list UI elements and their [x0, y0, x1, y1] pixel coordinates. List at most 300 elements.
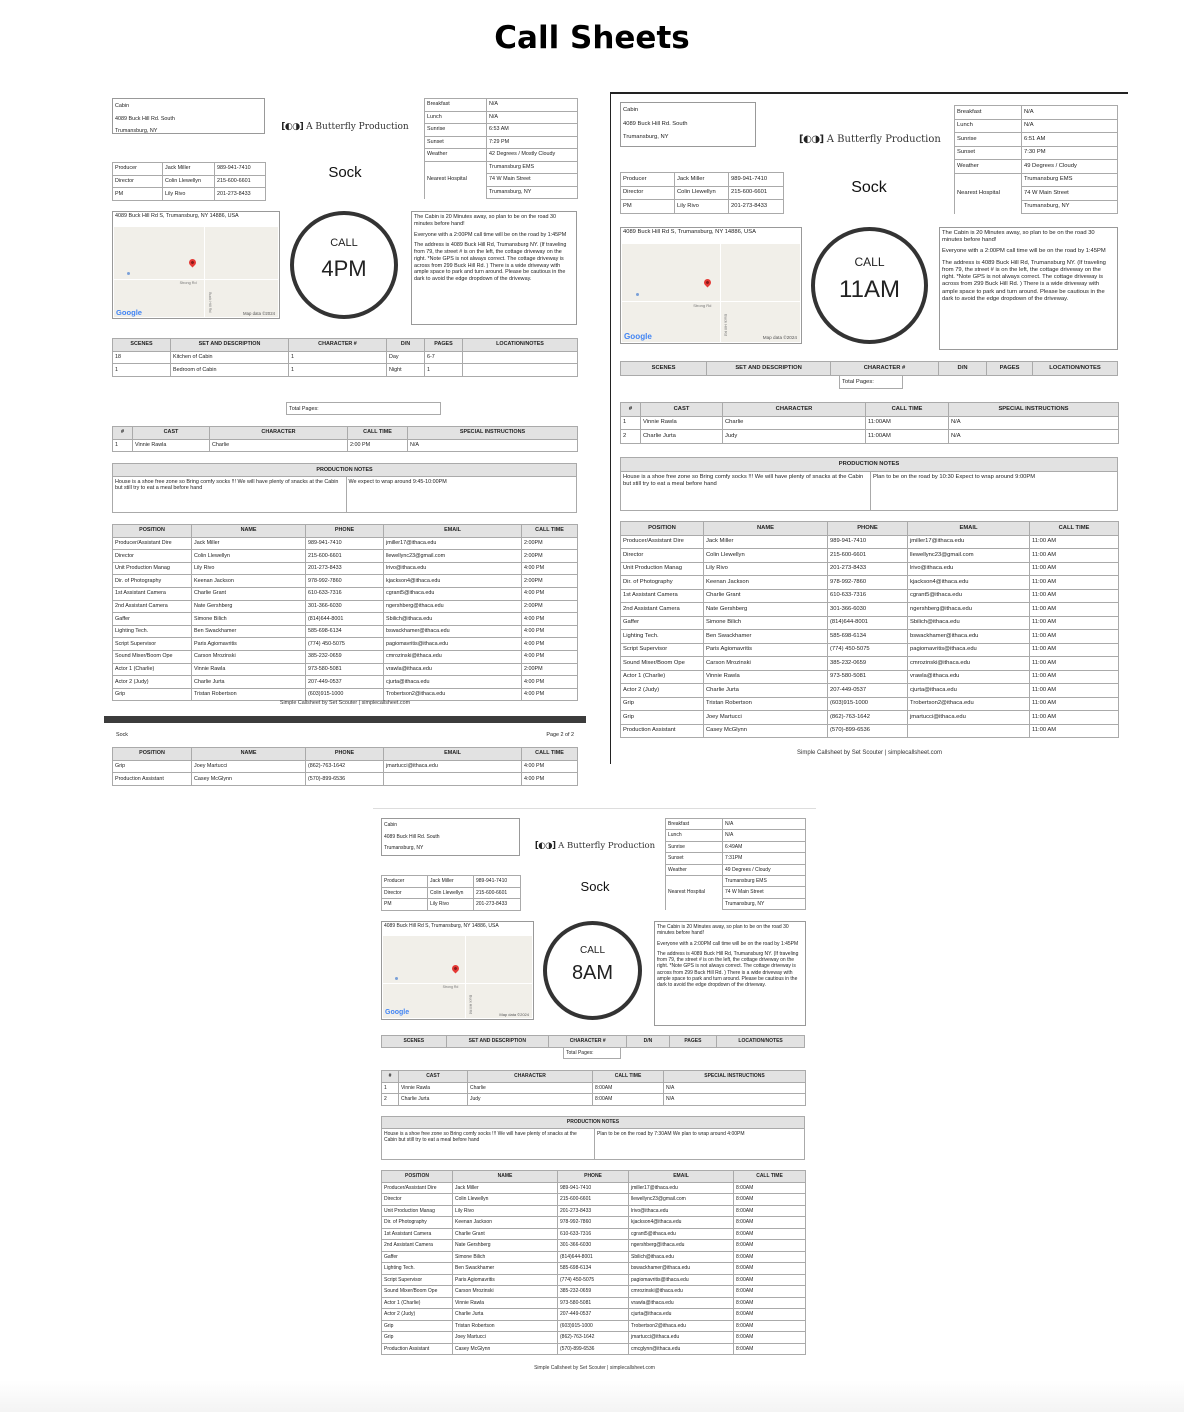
table-cell: (814)644-8001 [558, 1251, 629, 1263]
note-paragraph: The Cabin is 20 Minutes away, so plan to be on the road 30 minutes before hand! [942, 230, 1095, 244]
table-cell: 301-366-6030 [306, 600, 384, 613]
table-cell: 6:53 AM [487, 124, 578, 137]
table-row [382, 1217, 806, 1229]
map-road-label: Strong Rd [693, 302, 712, 308]
table-cell: N/A [664, 1094, 806, 1106]
table-cell: Dir. of Photography [382, 1217, 453, 1229]
column-header: LOCATION/NOTES [463, 339, 578, 352]
table-cell: 989-941-7410 [306, 537, 384, 550]
table-cell: kjackson4@ithaca.edu [384, 575, 522, 588]
table-cell: 2:00PM [522, 575, 578, 588]
table-row [382, 876, 521, 888]
location-line: Trumansburg, NY [623, 134, 669, 140]
column-header: PHONE [828, 522, 908, 536]
table-cell: 610-633-7316 [306, 587, 384, 600]
table-cell: 610-633-7316 [828, 589, 908, 603]
table-row [382, 1240, 806, 1252]
production-notes [620, 457, 1118, 511]
table-cell: 2nd Assistant Camera [382, 1240, 453, 1252]
table-row [113, 439, 578, 452]
note-paragraph: The address is 4089 Buck Hill Rd, Trumansburg NY. (If traveling from 79, the street # is on the left, the cottage driveway on the right. *Note GPS is not always correct. The cottage driveway is across from 299 Buck Hill Rd. ) There is a wide driveway with ample space to park and turn around. Please be cautious in the dark to avoid the edge dropdown of the driveway. [942, 259, 1106, 302]
column-header: SCENES [621, 362, 707, 376]
table-cell: 1st Assistant Camera [113, 587, 192, 600]
column-header: POSITION [621, 522, 704, 536]
table-cell: Lunch [666, 830, 723, 841]
cast-table [620, 402, 1119, 444]
table-cell: Jack Miller [704, 535, 828, 549]
table-cell: 11:00 AM [1030, 630, 1119, 644]
map-address: 4089 Buck Hill Rd S, Trumansburg, NY 14886, USA [623, 229, 756, 235]
bottom-fade [0, 1380, 1184, 1412]
table-cell: ngershberg@ithaca.edu [908, 603, 1030, 617]
table-cell: Trobertson2@ithaca.edu [384, 688, 522, 701]
table-cell: Lily Rivo [453, 1205, 558, 1217]
map-road [465, 936, 466, 1019]
table-cell: 11:00 AM [1030, 724, 1119, 738]
call-sheet-11am [610, 92, 1128, 764]
table-cell: Carson Mrozinski [704, 657, 828, 671]
table-cell: 4:00 PM [522, 638, 578, 651]
table-cell [666, 898, 723, 909]
table-cell: jmiller17@ithaca.edu [384, 537, 522, 550]
table-cell: Nearest Hospital [666, 887, 723, 898]
google-logo: Google [624, 331, 652, 341]
table-cell: Unit Production Manag [621, 562, 704, 576]
table-row [113, 550, 578, 563]
scenes-table [620, 361, 1118, 376]
table-cell [425, 186, 487, 199]
table-row [382, 1182, 806, 1194]
table-cell: N/A [664, 1082, 806, 1094]
call-time-circle [811, 227, 928, 344]
table-cell: 11:00AM [866, 430, 949, 444]
table-cell: 49 Degrees / Cloudy [723, 864, 806, 875]
table-cell: 2:00PM [522, 550, 578, 563]
table-cell: Gaffer [382, 1251, 453, 1263]
table-cell [463, 364, 578, 377]
table-cell: Jack Miller [453, 1182, 558, 1194]
map-dot-icon [395, 977, 398, 980]
table-row [113, 587, 578, 600]
column-header: NAME [192, 748, 306, 761]
table-cell: Ben Swackhamer [453, 1263, 558, 1275]
table-cell: vrawla@ithaca.edu [629, 1297, 734, 1309]
column-header: CAST [641, 403, 723, 417]
table-cell: Vinnie Rawla [704, 670, 828, 684]
production-notes-left: House is a shoe free zone so Bring comfy socks !!! We will have plenty of snacks at the Cabin but still try to eat a meal before hand [623, 473, 864, 487]
table-cell: (774) 450-5075 [558, 1274, 629, 1286]
table-row [621, 589, 1119, 603]
table-cell: PM [382, 899, 428, 911]
table-cell: Trumansburg EMS [723, 875, 806, 886]
map-image [114, 227, 278, 317]
table-cell: Sunrise [666, 841, 723, 852]
table-row [425, 136, 578, 149]
table-cell: pagiomavritis@ithaca.edu [908, 643, 1030, 657]
table-row [621, 576, 1119, 590]
table-cell: 201-273-8433 [306, 562, 384, 575]
column-header: NAME [704, 522, 828, 536]
table-cell: 2 [382, 1094, 399, 1106]
notes-divider [870, 472, 871, 511]
table-cell: Production Assistant [621, 724, 704, 738]
table-row [955, 146, 1118, 160]
column-header: CALL TIME [1030, 522, 1119, 536]
table-cell: 8:00AM [734, 1297, 806, 1309]
table-cell: Script Supervisor [382, 1274, 453, 1286]
table-cell: Sunset [666, 853, 723, 864]
table-cell: Gaffer [113, 613, 192, 626]
table-row [382, 1228, 806, 1240]
table-row [621, 173, 784, 187]
table-row [621, 430, 1119, 444]
table-cell: Judy [723, 430, 866, 444]
table-row [382, 887, 521, 899]
map-image [383, 936, 532, 1019]
column-header: CALL TIME [593, 1071, 664, 1083]
table-cell: N/A [949, 430, 1119, 444]
production-title: Sock [580, 879, 610, 894]
table-cell: Nate Gershberg [453, 1240, 558, 1252]
crew-table [381, 1170, 806, 1355]
table-cell: PM [621, 200, 675, 214]
table-cell: 385-232-0659 [828, 657, 908, 671]
butterfly-icon: [◐◑] [799, 134, 824, 145]
crew-table-page2 [112, 747, 578, 786]
table-cell: 49 Degrees / Cloudy [1022, 160, 1118, 174]
table-cell: Lunch [955, 119, 1022, 133]
table-cell: Actor 2 (Judy) [382, 1309, 453, 1321]
table-cell: ngershberg@ithaca.edu [384, 600, 522, 613]
table-cell: Vinnie Rawla [453, 1297, 558, 1309]
column-header: POSITION [113, 525, 192, 538]
table-cell: 8:00AM [734, 1194, 806, 1206]
table-row [621, 616, 1119, 630]
table-cell: llewellync23@gmail.com [629, 1194, 734, 1206]
table-cell: 11:00 AM [1030, 711, 1119, 725]
table-cell [955, 173, 1022, 187]
table-cell: 215-600-6601 [729, 186, 784, 200]
table-cell: llewellync23@gmail.com [908, 549, 1030, 563]
table-row [955, 119, 1118, 133]
table-cell: 4:00 PM [522, 650, 578, 663]
map-road-label: Buck Hill Rd [468, 994, 473, 1014]
table-cell: Keenan Jackson [704, 576, 828, 590]
table-cell: Ben Swackhamer [192, 625, 306, 638]
table-cell: Charlie Jurta [399, 1094, 468, 1106]
table-cell: Grip [113, 688, 192, 701]
table-row [382, 1251, 806, 1263]
note-paragraph: The Cabin is 20 Minutes away, so plan to be on the road 30 minutes before hand! [414, 214, 556, 227]
table-row [113, 650, 578, 663]
table-cell: 11:00 AM [1030, 643, 1119, 657]
table-cell: Producer/Assistant Dire [113, 537, 192, 550]
table-cell: 6:49AM [723, 841, 806, 852]
table-cell: 18 [113, 351, 171, 364]
logo-text: A Butterfly Production [303, 122, 409, 132]
table-cell: Joey Martucci [453, 1332, 558, 1344]
callsheet-footer: Simple Callsheet by Set Scouter | simplecallsheet.com [534, 1365, 655, 1371]
table-cell: bswackhamer@ithaca.edu [629, 1263, 734, 1275]
table-cell: Production Assistant [113, 773, 192, 786]
table-cell: 8:00AM [734, 1240, 806, 1252]
table-cell: Producer [621, 173, 675, 187]
table-row [113, 760, 578, 773]
call-sheet-4pm [104, 92, 586, 792]
table-cell: Charlie [723, 416, 866, 430]
callsheet-footer: Simple Callsheet by Set Scouter | simplecallsheet.com [279, 700, 411, 706]
table-cell: 8:00AM [734, 1286, 806, 1298]
table-cell: Jack Miller [428, 876, 474, 888]
table-cell: Charlie Grant [192, 587, 306, 600]
table-cell: 11:00 AM [1030, 535, 1119, 549]
table-cell: 11:00 AM [1030, 670, 1119, 684]
table-cell: Director [382, 1194, 453, 1206]
table-cell: 8:00AM [734, 1332, 806, 1344]
table-row [382, 1332, 806, 1344]
column-header: SCENES [113, 339, 171, 352]
table-cell: 215-600-6601 [474, 887, 521, 899]
call-time-circle [290, 211, 398, 319]
note-paragraph: Everyone with a 2:00PM call time will be on the road by 1:45PM [657, 940, 799, 947]
table-row [113, 600, 578, 613]
table-cell: Charlie Jurta [453, 1309, 558, 1321]
table-cell: Carson Mrozinski [192, 650, 306, 663]
table-cell: 2:00PM [522, 600, 578, 613]
table-cell: cgrant5@ithaca.edu [384, 587, 522, 600]
table-cell: cmrozinski@ithaca.edu [908, 657, 1030, 671]
table-cell: 207-449-0537 [306, 676, 384, 689]
table-cell: 978-992-7860 [558, 1217, 629, 1229]
table-row [113, 575, 578, 588]
table-cell: 2:00 PM [348, 439, 408, 452]
table-cell: N/A [487, 111, 578, 124]
map-pin-icon [450, 964, 460, 974]
table-cell: Sunrise [425, 124, 487, 137]
location-line: 4089 Buck Hill Rd. South [115, 115, 175, 122]
table-cell: cmrozinski@ithaca.edu [384, 650, 522, 663]
table-cell: 1 [425, 364, 463, 377]
call-time: 8AM [571, 962, 614, 984]
table-row [621, 630, 1119, 644]
scenes-table [112, 338, 578, 377]
table-cell: Grip [382, 1320, 453, 1332]
production-notes-header: PRODUCTION NOTES [113, 464, 576, 477]
note-paragraph: The address is 4089 Buck Hill Rd, Trumansburg NY. (If traveling from 79, the street # is on the left, the cottage driveway on the right. *Note GPS is not always correct. The cottage driveway is across from 299 Buck Hill Rd. ) There is a wide driveway with ample space to park and turn around. Please be cautious in the dark to avoid the edge dropdown of the driveway. [657, 950, 799, 988]
production-notes-header: PRODUCTION NOTES [382, 1117, 804, 1129]
table-cell: Nearest Hospital [955, 187, 1022, 201]
column-header: CALL TIME [734, 1171, 806, 1183]
travel-notes [654, 921, 806, 1026]
table-row [666, 841, 806, 852]
location-line: Cabin [623, 107, 639, 113]
table-cell: lrivo@ithaca.edu [908, 562, 1030, 576]
map-pin-icon [702, 278, 712, 288]
table-cell: Vinnie Rawla [399, 1082, 468, 1094]
butterfly-icon: [◐◑] [534, 841, 556, 851]
table-cell: Trumansburg, NY [723, 898, 806, 909]
table-row [425, 174, 578, 187]
table-row [955, 173, 1118, 187]
table-cell [384, 773, 522, 786]
table-cell: 1 [289, 364, 387, 377]
column-header: SPECIAL INSTRUCTIONS [408, 427, 578, 440]
table-cell: (814)644-8001 [306, 613, 384, 626]
table-cell: Director [113, 550, 192, 563]
map-road-label: Buck Hill Rd [208, 291, 213, 313]
location-map [620, 227, 802, 344]
table-cell: 74 W Main Street [487, 174, 578, 187]
table-cell: Bedroom of Cabin [171, 364, 289, 377]
table-row [382, 1309, 806, 1321]
table-cell: Director [621, 549, 704, 563]
table-cell [463, 351, 578, 364]
table-row [113, 625, 578, 638]
table-cell: 385-232-0659 [558, 1286, 629, 1298]
table-row [955, 106, 1118, 120]
table-cell: Lunch [425, 111, 487, 124]
table-row [382, 1343, 806, 1355]
table-cell: Gaffer [621, 616, 704, 630]
column-header: CAST [399, 1071, 468, 1083]
column-header: # [621, 403, 641, 417]
table-cell: 42 Degrees / Mostly Cloudy [487, 149, 578, 162]
production-logo [799, 134, 939, 147]
table-cell: Colin Llewellyn [163, 175, 215, 188]
column-header: POSITION [382, 1171, 453, 1183]
location-line: 4089 Buck Hill Rd. South [384, 833, 440, 840]
table-cell: Night [387, 364, 425, 377]
table-cell: Actor 2 (Judy) [621, 684, 704, 698]
total-pages: Total Pages: [286, 402, 441, 415]
table-cell [425, 161, 487, 174]
column-header: NAME [192, 525, 306, 538]
table-cell: 1 [113, 439, 133, 452]
table-cell: Jack Miller [192, 537, 306, 550]
map-pin-icon [188, 258, 198, 268]
table-cell: Sunrise [955, 133, 1022, 147]
table-cell: 11:00 AM [1030, 616, 1119, 630]
table-row [113, 688, 578, 701]
table-cell: Sbilich@ithaca.edu [908, 616, 1030, 630]
table-cell: Colin Llewellyn [428, 887, 474, 899]
table-cell: 8:00AM [734, 1251, 806, 1263]
table-cell: Charlie Jurta [704, 684, 828, 698]
column-header: LOCATION/NOTES [717, 1036, 805, 1048]
table-cell: Lily Rivo [163, 188, 215, 201]
table-cell: (570)-899-6536 [558, 1343, 629, 1355]
table-cell: Keenan Jackson [453, 1217, 558, 1229]
table-cell: Sunset [955, 146, 1022, 160]
production-notes [112, 463, 577, 513]
table-cell: 207-449-0537 [828, 684, 908, 698]
table-cell: 973-580-5081 [828, 670, 908, 684]
table-cell: 4:00 PM [522, 562, 578, 575]
note-paragraph: The address is 4089 Buck Hill Rd, Trumansburg NY. (If traveling from 79, the street # is on the left, the cottage driveway on the right. *Note GPS is not always correct. The cottage driveway is across from 299 Buck Hill Rd. ) There is a wide driveway with ample space to park and turn around. Please be cautious in the dark to avoid the edge dropdown of the driveway. [414, 242, 567, 282]
table-cell: Kitchen of Cabin [171, 351, 289, 364]
table-cell: 7:29 PM [487, 136, 578, 149]
map-road-label: Strong Rd [442, 985, 459, 989]
table-cell: Sbilich@ithaca.edu [384, 613, 522, 626]
table-cell: Lily Rivo [192, 562, 306, 575]
table-row [382, 1320, 806, 1332]
table-cell: Producer/Assistant Dire [382, 1182, 453, 1194]
table-cell: 215-600-6601 [828, 549, 908, 563]
table-cell: Vinnie Rawla [133, 439, 210, 452]
table-cell: 8:00AM [734, 1182, 806, 1194]
table-cell: (603)915-1000 [828, 697, 908, 711]
table-cell: Lighting Tech. [113, 625, 192, 638]
table-cell: Paris Agiomavritis [192, 638, 306, 651]
column-header: CHARACTER [723, 403, 866, 417]
table-cell: Simone Bilich [192, 613, 306, 626]
table-cell: 989-941-7410 [474, 876, 521, 888]
table-cell: Production Assistant [382, 1343, 453, 1355]
table-cell: 207-449-0537 [558, 1309, 629, 1321]
call-time: 4PM [321, 256, 367, 281]
table-cell: cgrant5@ithaca.edu [908, 589, 1030, 603]
table-cell: 1 [113, 364, 171, 377]
table-row [113, 676, 578, 689]
table-row [621, 200, 784, 214]
note-paragraph: Everyone with a 2:00PM call time will be on the road by 1:45PM [942, 248, 1106, 255]
table-cell: Sbilich@ithaca.edu [629, 1251, 734, 1263]
table-row [621, 535, 1119, 549]
table-cell: (774) 450-5075 [306, 638, 384, 651]
table-cell: Jack Miller [163, 163, 215, 176]
map-data-credit: Map data ©2024 [762, 335, 797, 341]
table-cell: Lighting Tech. [382, 1263, 453, 1275]
table-row [382, 1082, 806, 1094]
table-cell: Lily Rivo [675, 200, 729, 214]
travel-notes [411, 211, 577, 325]
table-cell: 973-580-5081 [306, 663, 384, 676]
production-notes-left: House is a shoe free zone so Bring comfy socks !!! We will have plenty of snacks at the Cabin but still try to eat a meal before hand [384, 1130, 577, 1143]
table-cell: Sound Mixer/Boom Ope [113, 650, 192, 663]
table-cell: Jack Miller [675, 173, 729, 187]
table-cell: Joey Martucci [192, 760, 306, 773]
table-cell: Lily Rivo [704, 562, 828, 576]
table-cell: Breakfast [666, 819, 723, 830]
table-cell: 8:00AM [593, 1094, 664, 1106]
call-sheet-8am [373, 808, 816, 1378]
page2-title: Sock [116, 732, 128, 738]
table-cell: 989-941-7410 [729, 173, 784, 187]
column-header: CALL TIME [348, 427, 408, 440]
column-header: SET AND DESCRIPTION [707, 362, 831, 376]
map-road-label: Strong Rd [179, 280, 197, 285]
table-cell: 2:00PM [522, 663, 578, 676]
table-cell: 11:00 AM [1030, 684, 1119, 698]
butterfly-icon: [◐◑] [281, 122, 304, 132]
table-cell: 6-7 [425, 351, 463, 364]
table-row [113, 562, 578, 575]
notes-divider [346, 477, 347, 512]
column-header: POSITION [113, 748, 192, 761]
table-cell: Actor 2 (Judy) [113, 676, 192, 689]
table-cell: Unit Production Manag [382, 1205, 453, 1217]
table-cell: 8:00AM [593, 1082, 664, 1094]
table-cell: Nearest Hospital [425, 174, 487, 187]
table-cell: 201-273-8433 [828, 562, 908, 576]
table-cell: 301-366-6030 [558, 1240, 629, 1252]
table-row [621, 684, 1119, 698]
key-crew-table [112, 162, 266, 201]
table-row [955, 160, 1118, 174]
table-cell: kjackson4@ithaca.edu [629, 1217, 734, 1229]
table-cell: 7:31PM [723, 853, 806, 864]
table-cell: 1st Assistant Camera [382, 1228, 453, 1240]
